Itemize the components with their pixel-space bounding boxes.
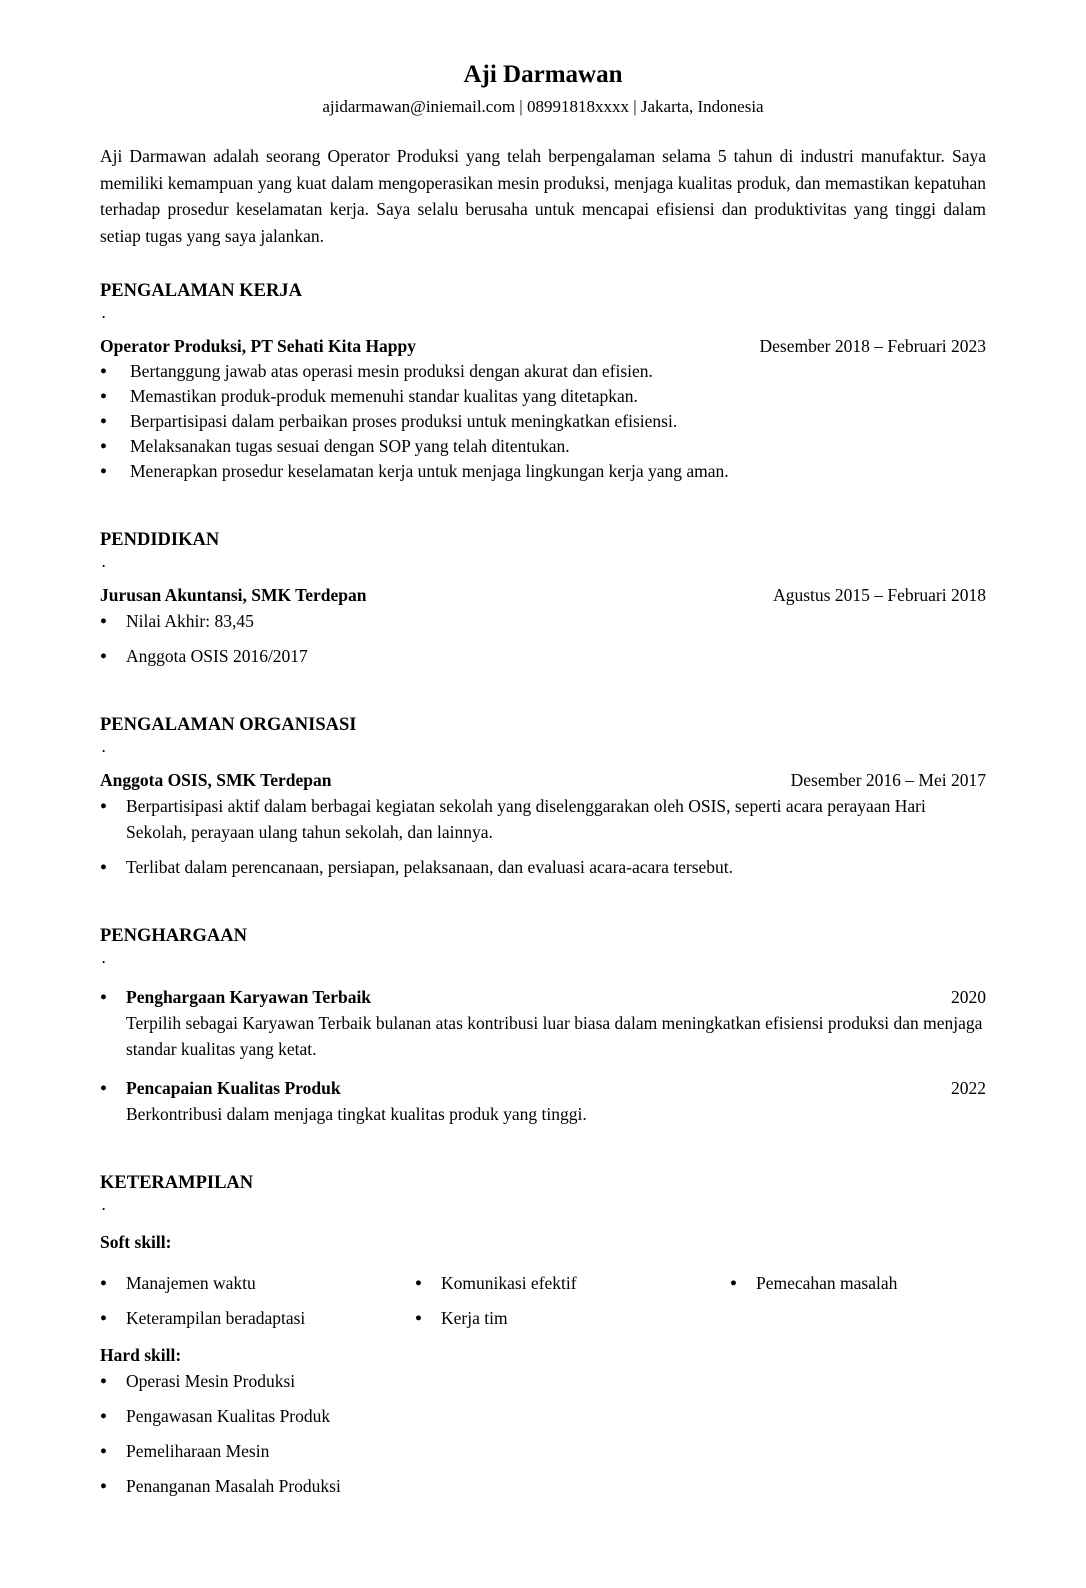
list-item <box>100 359 986 384</box>
education-entry-header <box>100 583 986 608</box>
organization-entry-header <box>100 768 986 793</box>
skill-item <box>730 1270 986 1296</box>
professional-summary: Aji Darmawan adalah seorang Operator Produksi yang telah berpengalaman selama 5 tahun di industri manufaktur. Saya memiliki kemampuan yang kuat dalam mengoperasikan mesin produksi, menjaga kualitas produk, dan memastikan kepatuhan terhadap prosedur keselamatan kerja. Saya selalu berusaha untuk mencapai efisiensi dan produktivitas yang tinggi dalam setiap tugas yang saya jalankan. <box>100 146 986 246</box>
contact-line: ajidarmawan@iniemail.com | 08991818xxxx | Jakarta, Indonesia <box>322 97 764 116</box>
hard-skill-label: Hard skill: <box>100 1345 182 1365</box>
bullet-icon: ● <box>415 1277 422 1289</box>
skill-item <box>415 1270 730 1296</box>
award-description: Terpilih sebagai Karyawan Terbaik bulanan atas kontribusi luar biasa dalam meningkatkan efisiensi produksi dan menjaga standar kualitas yang ketat. <box>126 1013 983 1059</box>
education-bullet-list <box>100 608 986 669</box>
list-item <box>100 384 986 409</box>
section-heading-organization: PENGALAMAN ORGANISASI <box>100 715 357 735</box>
award-item <box>100 984 986 1062</box>
skill-item <box>100 1473 986 1499</box>
skill-item-text: Kerja tim <box>441 1308 508 1328</box>
heading-marker: . <box>102 306 106 321</box>
skill-item-text: Komunikasi efektif <box>441 1273 577 1293</box>
list-item <box>100 608 986 634</box>
organization-bullet-list <box>100 793 986 880</box>
bullet-icon: ● <box>100 1480 107 1492</box>
award-title-row <box>126 984 986 1010</box>
list-item-text: Nilai Akhir: 83,45 <box>126 611 254 631</box>
bullet-icon: ● <box>100 415 107 427</box>
list-item <box>100 459 986 484</box>
section-awards <box>100 924 986 1127</box>
heading-marker: . <box>102 1198 106 1213</box>
bullet-icon: ● <box>100 991 107 1003</box>
organization-dates: Desember 2016 – Mei 2017 <box>790 770 986 790</box>
award-title: Pencapaian Kualitas Produk <box>126 1078 341 1098</box>
bullet-icon: ● <box>100 800 107 812</box>
skill-item-text: Manajemen waktu <box>126 1273 256 1293</box>
skill-item-text: Keterampilan beradaptasi <box>126 1308 306 1328</box>
bullet-icon: ● <box>100 365 107 377</box>
award-description: Berkontribusi dalam menjaga tingkat kualitas produk yang tinggi. <box>126 1104 587 1124</box>
bullet-icon: ● <box>100 615 107 627</box>
list-item <box>100 434 986 459</box>
section-heading-awards: PENGHARGAAN <box>100 926 247 946</box>
section-organization <box>100 713 986 880</box>
list-item-text: Berpartisipasi dalam perbaikan proses produksi untuk meningkatkan efisiensi. <box>130 411 678 431</box>
award-body <box>126 1075 986 1127</box>
section-education <box>100 528 986 669</box>
award-year: 2022 <box>951 1078 986 1098</box>
award-body <box>126 984 986 1062</box>
section-heading-skills: KETERAMPILAN <box>100 1173 254 1193</box>
soft-skill-label: Soft skill: <box>100 1232 172 1252</box>
bullet-icon: ● <box>100 465 107 477</box>
award-title: Penghargaan Karyawan Terbaik <box>126 987 372 1007</box>
bullet-icon: ● <box>100 1277 107 1289</box>
award-title-row <box>126 1075 986 1101</box>
skill-item <box>100 1270 415 1296</box>
skill-item <box>100 1368 986 1394</box>
skill-item-text: Penanganan Masalah Produksi <box>126 1476 341 1496</box>
skill-item-text: Pemeliharaan Mesin <box>126 1441 270 1461</box>
bullet-icon: ● <box>100 1375 107 1387</box>
skill-item <box>100 1305 415 1331</box>
bullet-icon: ● <box>100 1082 107 1094</box>
hard-skill-list <box>100 1368 986 1499</box>
bullet-icon: ● <box>100 1445 107 1457</box>
experience-entry-header <box>100 334 986 359</box>
list-item <box>100 409 986 434</box>
list-item-text: Menerapkan prosedur keselamatan kerja untuk menjaga lingkungan kerja yang aman. <box>130 461 729 481</box>
bullet-icon: ● <box>100 861 107 873</box>
education-dates: Agustus 2015 – Februari 2018 <box>773 585 986 605</box>
bullet-icon: ● <box>100 1410 107 1422</box>
section-experience <box>100 279 986 484</box>
award-list <box>100 984 986 1127</box>
award-item <box>100 1075 986 1127</box>
job-dates: Desember 2018 – Februari 2023 <box>759 336 986 356</box>
education-title: Jurusan Akuntansi, SMK Terdepan <box>100 585 367 605</box>
list-item <box>100 643 986 669</box>
list-item-text: Bertanggung jawab atas operasi mesin produksi dengan akurat dan efisien. <box>130 361 653 381</box>
heading-marker: . <box>102 951 106 966</box>
section-skills <box>100 1171 986 1499</box>
skill-item-text: Pengawasan Kualitas Produk <box>126 1406 331 1426</box>
bullet-icon: ● <box>730 1277 737 1289</box>
list-item-text: Berpartisipasi aktif dalam berbagai kegiatan sekolah yang diselenggarakan oleh OSIS, seperti acara perayaan Hari Sekolah, perayaan ulang tahun sekolah, dan lainnya. <box>126 796 926 842</box>
list-item <box>100 793 986 845</box>
bullet-icon: ● <box>100 650 107 662</box>
bullet-icon: ● <box>100 390 107 402</box>
heading-marker: . <box>102 740 106 755</box>
skill-item <box>415 1305 730 1331</box>
bullet-icon: ● <box>100 440 107 452</box>
bullet-icon: ● <box>415 1312 422 1324</box>
section-heading-education: PENDIDIKAN <box>100 530 220 550</box>
experience-bullet-list <box>100 359 986 484</box>
skill-item-text: Operasi Mesin Produksi <box>126 1371 296 1391</box>
list-item-text: Memastikan produk-produk memenuhi standar kualitas yang ditetapkan. <box>130 386 638 406</box>
section-heading-experience: PENGALAMAN KERJA <box>100 281 302 301</box>
candidate-name: Aji Darmawan <box>463 61 623 88</box>
heading-marker: . <box>102 555 106 570</box>
bullet-icon: ● <box>100 1312 107 1324</box>
skill-item <box>100 1438 986 1464</box>
list-item-text: Anggota OSIS 2016/2017 <box>126 646 308 666</box>
award-year: 2020 <box>951 987 986 1007</box>
job-title: Operator Produksi, PT Sehati Kita Happy <box>100 336 417 356</box>
skill-item <box>100 1403 986 1429</box>
soft-skill-grid <box>100 1270 986 1331</box>
skill-item-text: Pemecahan masalah <box>756 1273 898 1293</box>
list-item <box>100 854 986 880</box>
list-item-text: Terlibat dalam perencanaan, persiapan, pelaksanaan, dan evaluasi acara-acara tersebut. <box>126 857 734 877</box>
list-item-text: Melaksanakan tugas sesuai dengan SOP yang telah ditentukan. <box>130 436 570 456</box>
organization-title: Anggota OSIS, SMK Terdepan <box>100 770 332 790</box>
